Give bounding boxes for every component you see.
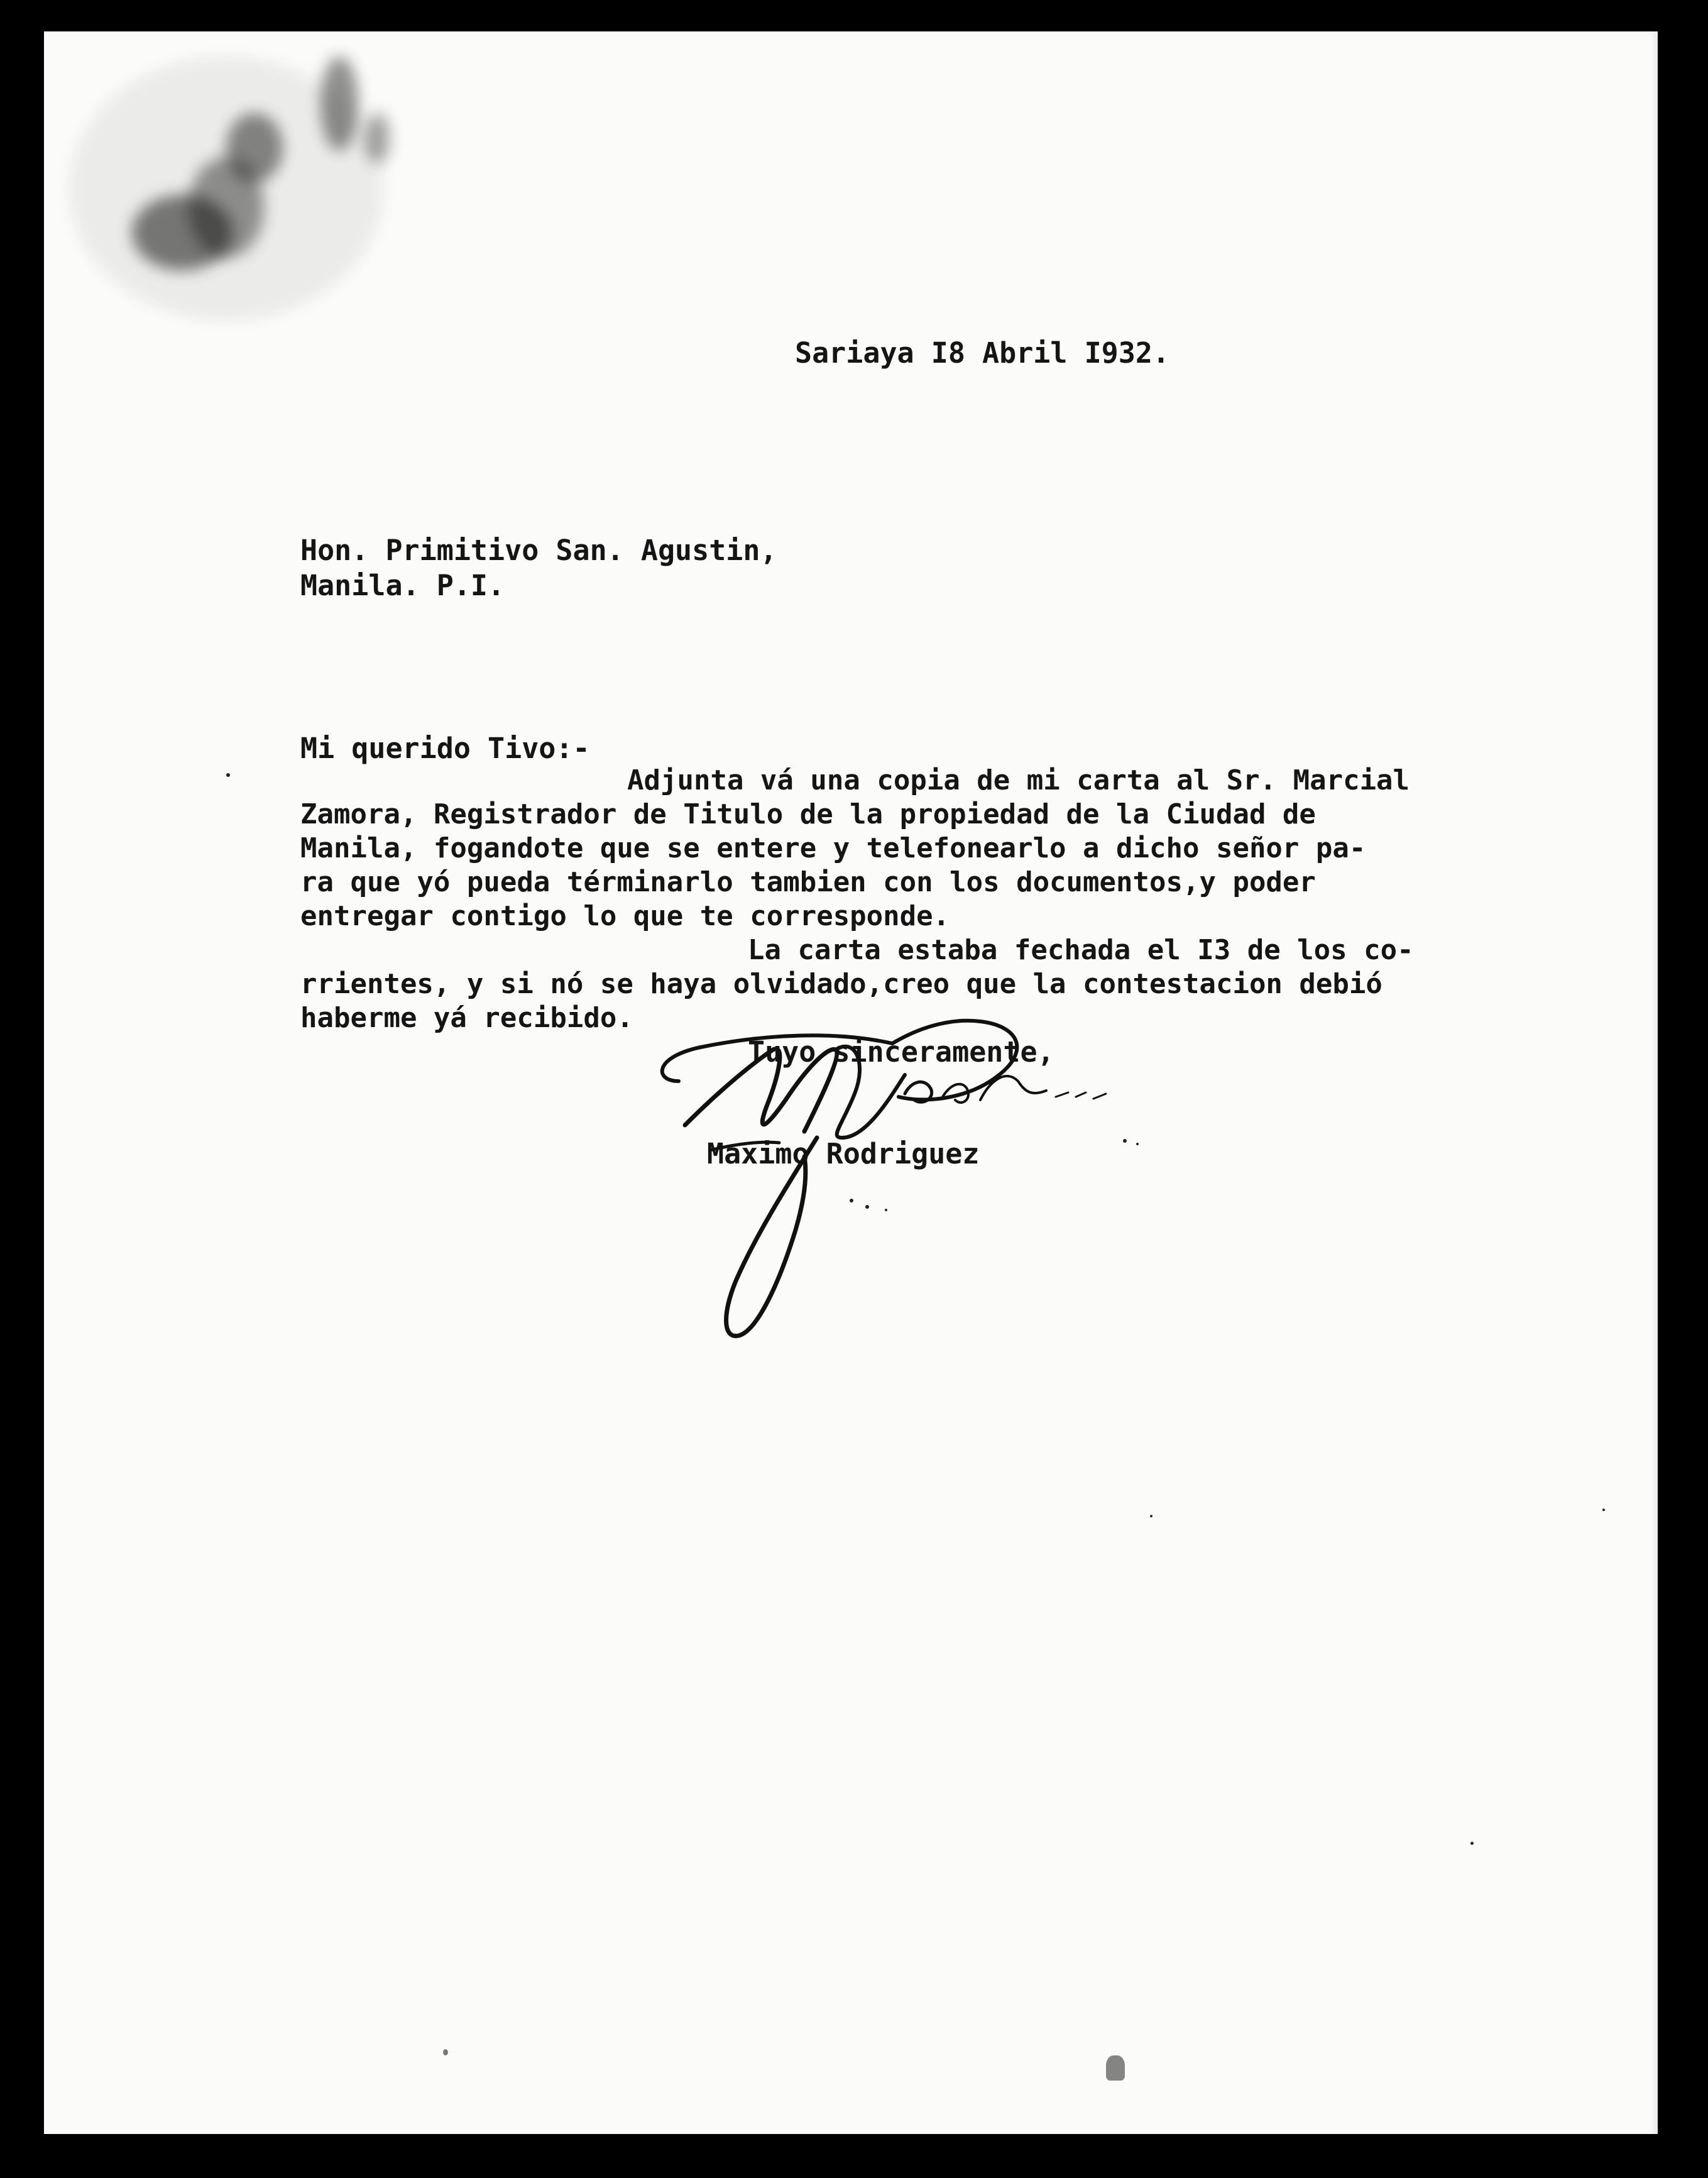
body-line: haberme yá recibido. <box>300 1002 633 1034</box>
body-line: La carta estaba fechada el I3 de los co- <box>748 934 1414 966</box>
handwritten-signature <box>628 987 1181 1364</box>
place-date: Sariaya I8 Abril I932. <box>795 336 1170 370</box>
paper-speck <box>1470 1842 1474 1845</box>
closing: Tuyo sinceramente, <box>748 1035 1054 1069</box>
ink-smudge <box>69 57 383 321</box>
body-line: entregar contigo lo que te corresponde. <box>300 900 950 932</box>
recipient-name: Hon. Primitivo San. Agustin, <box>300 534 777 567</box>
salutation: Mi querido Tivo:- <box>300 732 590 765</box>
recipient-city: Manila. P.I. <box>300 569 505 602</box>
body-line: ra que yó pueda términarlo tambien con los documentos,y poder <box>300 866 1316 898</box>
paper-speck <box>1106 2055 1125 2081</box>
paper-speck <box>1150 1515 1152 1517</box>
paper-speck <box>226 773 230 777</box>
body-line: Manila, fogandote que se entere y telefonearlo a dicho señor pa- <box>300 832 1366 864</box>
paper-speck <box>443 2049 448 2055</box>
body-line: rrientes, y si nó se haya olvidado,creo que la contestacion debió <box>300 968 1382 1000</box>
signer-name: Maximo Rodriguez <box>707 1137 980 1170</box>
paper-speck <box>1602 1509 1605 1511</box>
body-line: Zamora, Registrador de Titulo de la propiedad de la Ciudad de <box>300 798 1316 830</box>
page-edge <box>1650 31 1658 2134</box>
body-line: Adjunta vá una copia de mi carta al Sr. Marcial <box>627 764 1410 796</box>
letter-page <box>44 31 1658 2134</box>
